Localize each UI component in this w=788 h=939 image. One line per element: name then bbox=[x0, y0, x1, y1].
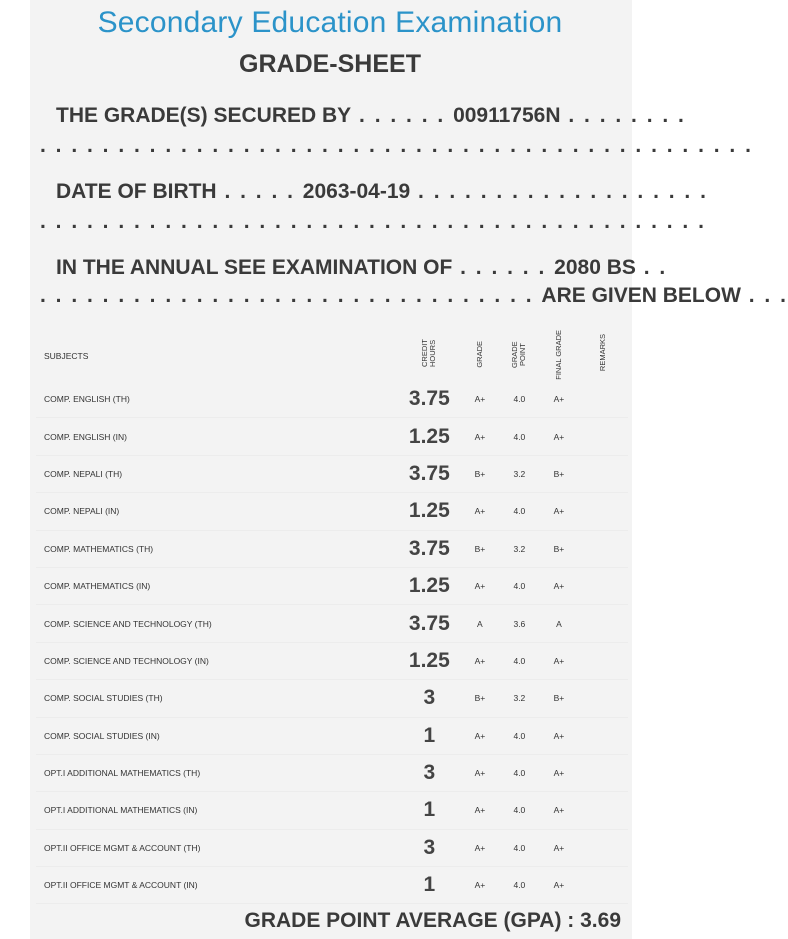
credit-hours: 1 bbox=[399, 867, 461, 904]
grade-point: 3.2 bbox=[500, 456, 540, 493]
grade-point: 4.0 bbox=[500, 381, 540, 418]
grade: A+ bbox=[460, 493, 499, 530]
grade: A+ bbox=[460, 568, 499, 605]
credit-hours: 3 bbox=[399, 680, 461, 717]
final-grade: A+ bbox=[539, 792, 579, 829]
grade: A+ bbox=[460, 718, 499, 755]
grade: A+ bbox=[460, 867, 499, 904]
subject-name: COMP. SOCIAL STUDIES (TH) bbox=[36, 680, 399, 717]
grade-point: 4.0 bbox=[500, 418, 540, 455]
final-grade: A+ bbox=[539, 568, 579, 605]
header-credit-hours: CREDIT HOURS bbox=[420, 339, 438, 367]
remarks bbox=[579, 456, 628, 493]
table-row bbox=[36, 568, 628, 605]
subject-name: OPT.I ADDITIONAL MATHEMATICS (TH) bbox=[36, 755, 399, 792]
credit-hours: 1.25 bbox=[399, 568, 461, 605]
credit-hours: 3.75 bbox=[399, 531, 461, 568]
credit-hours: 1.25 bbox=[399, 418, 461, 455]
subject-name: COMP. SCIENCE AND TECHNOLOGY (IN) bbox=[36, 643, 399, 680]
subject-name: COMP. MATHEMATICS (IN) bbox=[36, 568, 399, 605]
final-grade: A bbox=[539, 605, 579, 642]
remarks bbox=[579, 680, 628, 717]
grade: A+ bbox=[460, 830, 499, 867]
remarks bbox=[579, 493, 628, 530]
subject-name: COMP. MATHEMATICS (TH) bbox=[36, 531, 399, 568]
table-row bbox=[36, 531, 628, 568]
remarks bbox=[579, 718, 628, 755]
grades-table bbox=[36, 330, 628, 904]
header-remarks: REMARKS bbox=[598, 334, 608, 372]
final-grade: A+ bbox=[539, 718, 579, 755]
subject-name: COMP. SCIENCE AND TECHNOLOGY (TH) bbox=[36, 605, 399, 642]
grade-point: 4.0 bbox=[500, 568, 540, 605]
credit-hours: 1.25 bbox=[399, 493, 461, 530]
grades-table-body bbox=[36, 381, 628, 904]
credit-hours: 3 bbox=[399, 830, 461, 867]
remarks bbox=[579, 531, 628, 568]
dotted-line: . . . . . . . . . . . . . . . . . . . . . . . . . . . . . . . . . . . . . . . . . . . . . . bbox=[40, 134, 753, 157]
subject-name: COMP. NEPALI (IN) bbox=[36, 493, 399, 530]
grade-point: 4.0 bbox=[500, 830, 540, 867]
remarks bbox=[579, 643, 628, 680]
given-below-line: . . . . . . . . . . . . . . . . . . . . . . . . . . . . . . . . ARE GIVEN BELOW . . . bbox=[40, 284, 788, 307]
exam-year: 2080 BS bbox=[554, 256, 636, 279]
subject-name: COMP. SOCIAL STUDIES (IN) bbox=[36, 718, 399, 755]
final-grade: B+ bbox=[539, 456, 579, 493]
dob-label: DATE OF BIRTH bbox=[56, 180, 217, 203]
remarks bbox=[579, 792, 628, 829]
final-grade: B+ bbox=[539, 531, 579, 568]
grade-point: 3.2 bbox=[500, 680, 540, 717]
grade: A+ bbox=[460, 643, 499, 680]
grade-point: 4.0 bbox=[500, 718, 540, 755]
table-row bbox=[36, 493, 628, 530]
table-row bbox=[36, 755, 628, 792]
grade-point: 4.0 bbox=[500, 493, 540, 530]
grade-sheet-heading: GRADE-SHEET bbox=[239, 50, 421, 78]
table-row bbox=[36, 830, 628, 867]
table-row bbox=[36, 792, 628, 829]
table-row bbox=[36, 643, 628, 680]
table-row bbox=[36, 381, 628, 418]
final-grade: A+ bbox=[539, 643, 579, 680]
exam-label: IN THE ANNUAL SEE EXAMINATION OF bbox=[56, 256, 453, 279]
exam-title: Secondary Education Examination bbox=[97, 6, 563, 39]
final-grade: A+ bbox=[539, 381, 579, 418]
grade: B+ bbox=[460, 680, 499, 717]
grade-point: 3.6 bbox=[500, 605, 540, 642]
dotted-line: . . . . . . . . . . . . . . . . . . . . . . . . . . . . . . . . . . . . . . . . . . . bbox=[40, 210, 706, 233]
grade-point: 4.0 bbox=[500, 867, 540, 904]
table-row bbox=[36, 718, 628, 755]
exam-line: IN THE ANNUAL SEE EXAMINATION OF . . . . . . 2080 BS . . bbox=[56, 256, 668, 279]
dob-line: DATE OF BIRTH . . . . . 2063-04-19 . . . . . . . . . . . . . . . . . . . bbox=[56, 180, 708, 203]
grade: A+ bbox=[460, 381, 499, 418]
remarks bbox=[579, 418, 628, 455]
gpa-summary: GRADE POINT AVERAGE (GPA) : 3.69 bbox=[244, 909, 621, 932]
header-subjects: SUBJECTS bbox=[44, 350, 89, 361]
remarks bbox=[579, 867, 628, 904]
subject-name: COMP. ENGLISH (TH) bbox=[36, 381, 399, 418]
subject-name: COMP. ENGLISH (IN) bbox=[36, 418, 399, 455]
credit-hours: 1 bbox=[399, 718, 461, 755]
grade: B+ bbox=[460, 531, 499, 568]
grade: B+ bbox=[460, 456, 499, 493]
credit-hours: 1 bbox=[399, 792, 461, 829]
final-grade: A+ bbox=[539, 867, 579, 904]
credit-hours: 3 bbox=[399, 755, 461, 792]
remarks bbox=[579, 568, 628, 605]
table-row bbox=[36, 867, 628, 904]
grade-point: 4.0 bbox=[500, 643, 540, 680]
table-row bbox=[36, 418, 628, 455]
secured-by-line: THE GRADE(S) SECURED BY . . . . . . 00911756N . . . . . . . . bbox=[56, 104, 686, 127]
remarks bbox=[579, 830, 628, 867]
symbol-number: 00911756N bbox=[453, 104, 561, 127]
dob-value: 2063-04-19 bbox=[302, 180, 411, 203]
credit-hours: 3.75 bbox=[399, 456, 461, 493]
credit-hours: 3.75 bbox=[399, 605, 461, 642]
grade-point: 3.2 bbox=[500, 531, 540, 568]
credit-hours: 1.25 bbox=[399, 643, 461, 680]
table-header-row bbox=[36, 330, 628, 381]
table-row bbox=[36, 605, 628, 642]
subject-name: COMP. NEPALI (TH) bbox=[36, 456, 399, 493]
table-row bbox=[36, 680, 628, 717]
header-grade: GRADE bbox=[474, 341, 484, 368]
grade-point: 4.0 bbox=[500, 792, 540, 829]
secured-by-label: THE GRADE(S) SECURED BY bbox=[56, 104, 352, 127]
remarks bbox=[579, 755, 628, 792]
header-grade-point: GRADE POINT bbox=[510, 341, 528, 368]
grade: A+ bbox=[460, 418, 499, 455]
subject-name: OPT.I ADDITIONAL MATHEMATICS (IN) bbox=[36, 792, 399, 829]
grade: A+ bbox=[460, 755, 499, 792]
header-final-grade: FINAL GRADE bbox=[553, 329, 563, 380]
subject-name: OPT.II OFFICE MGMT & ACCOUNT (TH) bbox=[36, 830, 399, 867]
remarks bbox=[579, 381, 628, 418]
grade-point: 4.0 bbox=[500, 755, 540, 792]
remarks bbox=[579, 605, 628, 642]
table-row bbox=[36, 456, 628, 493]
given-below-text: ARE GIVEN BELOW bbox=[541, 284, 741, 307]
final-grade: B+ bbox=[539, 680, 579, 717]
grade: A bbox=[460, 605, 499, 642]
grade: A+ bbox=[460, 792, 499, 829]
credit-hours: 3.75 bbox=[399, 381, 461, 418]
final-grade: A+ bbox=[539, 418, 579, 455]
final-grade: A+ bbox=[539, 830, 579, 867]
final-grade: A+ bbox=[539, 755, 579, 792]
subject-name: OPT.II OFFICE MGMT & ACCOUNT (IN) bbox=[36, 867, 399, 904]
final-grade: A+ bbox=[539, 493, 579, 530]
